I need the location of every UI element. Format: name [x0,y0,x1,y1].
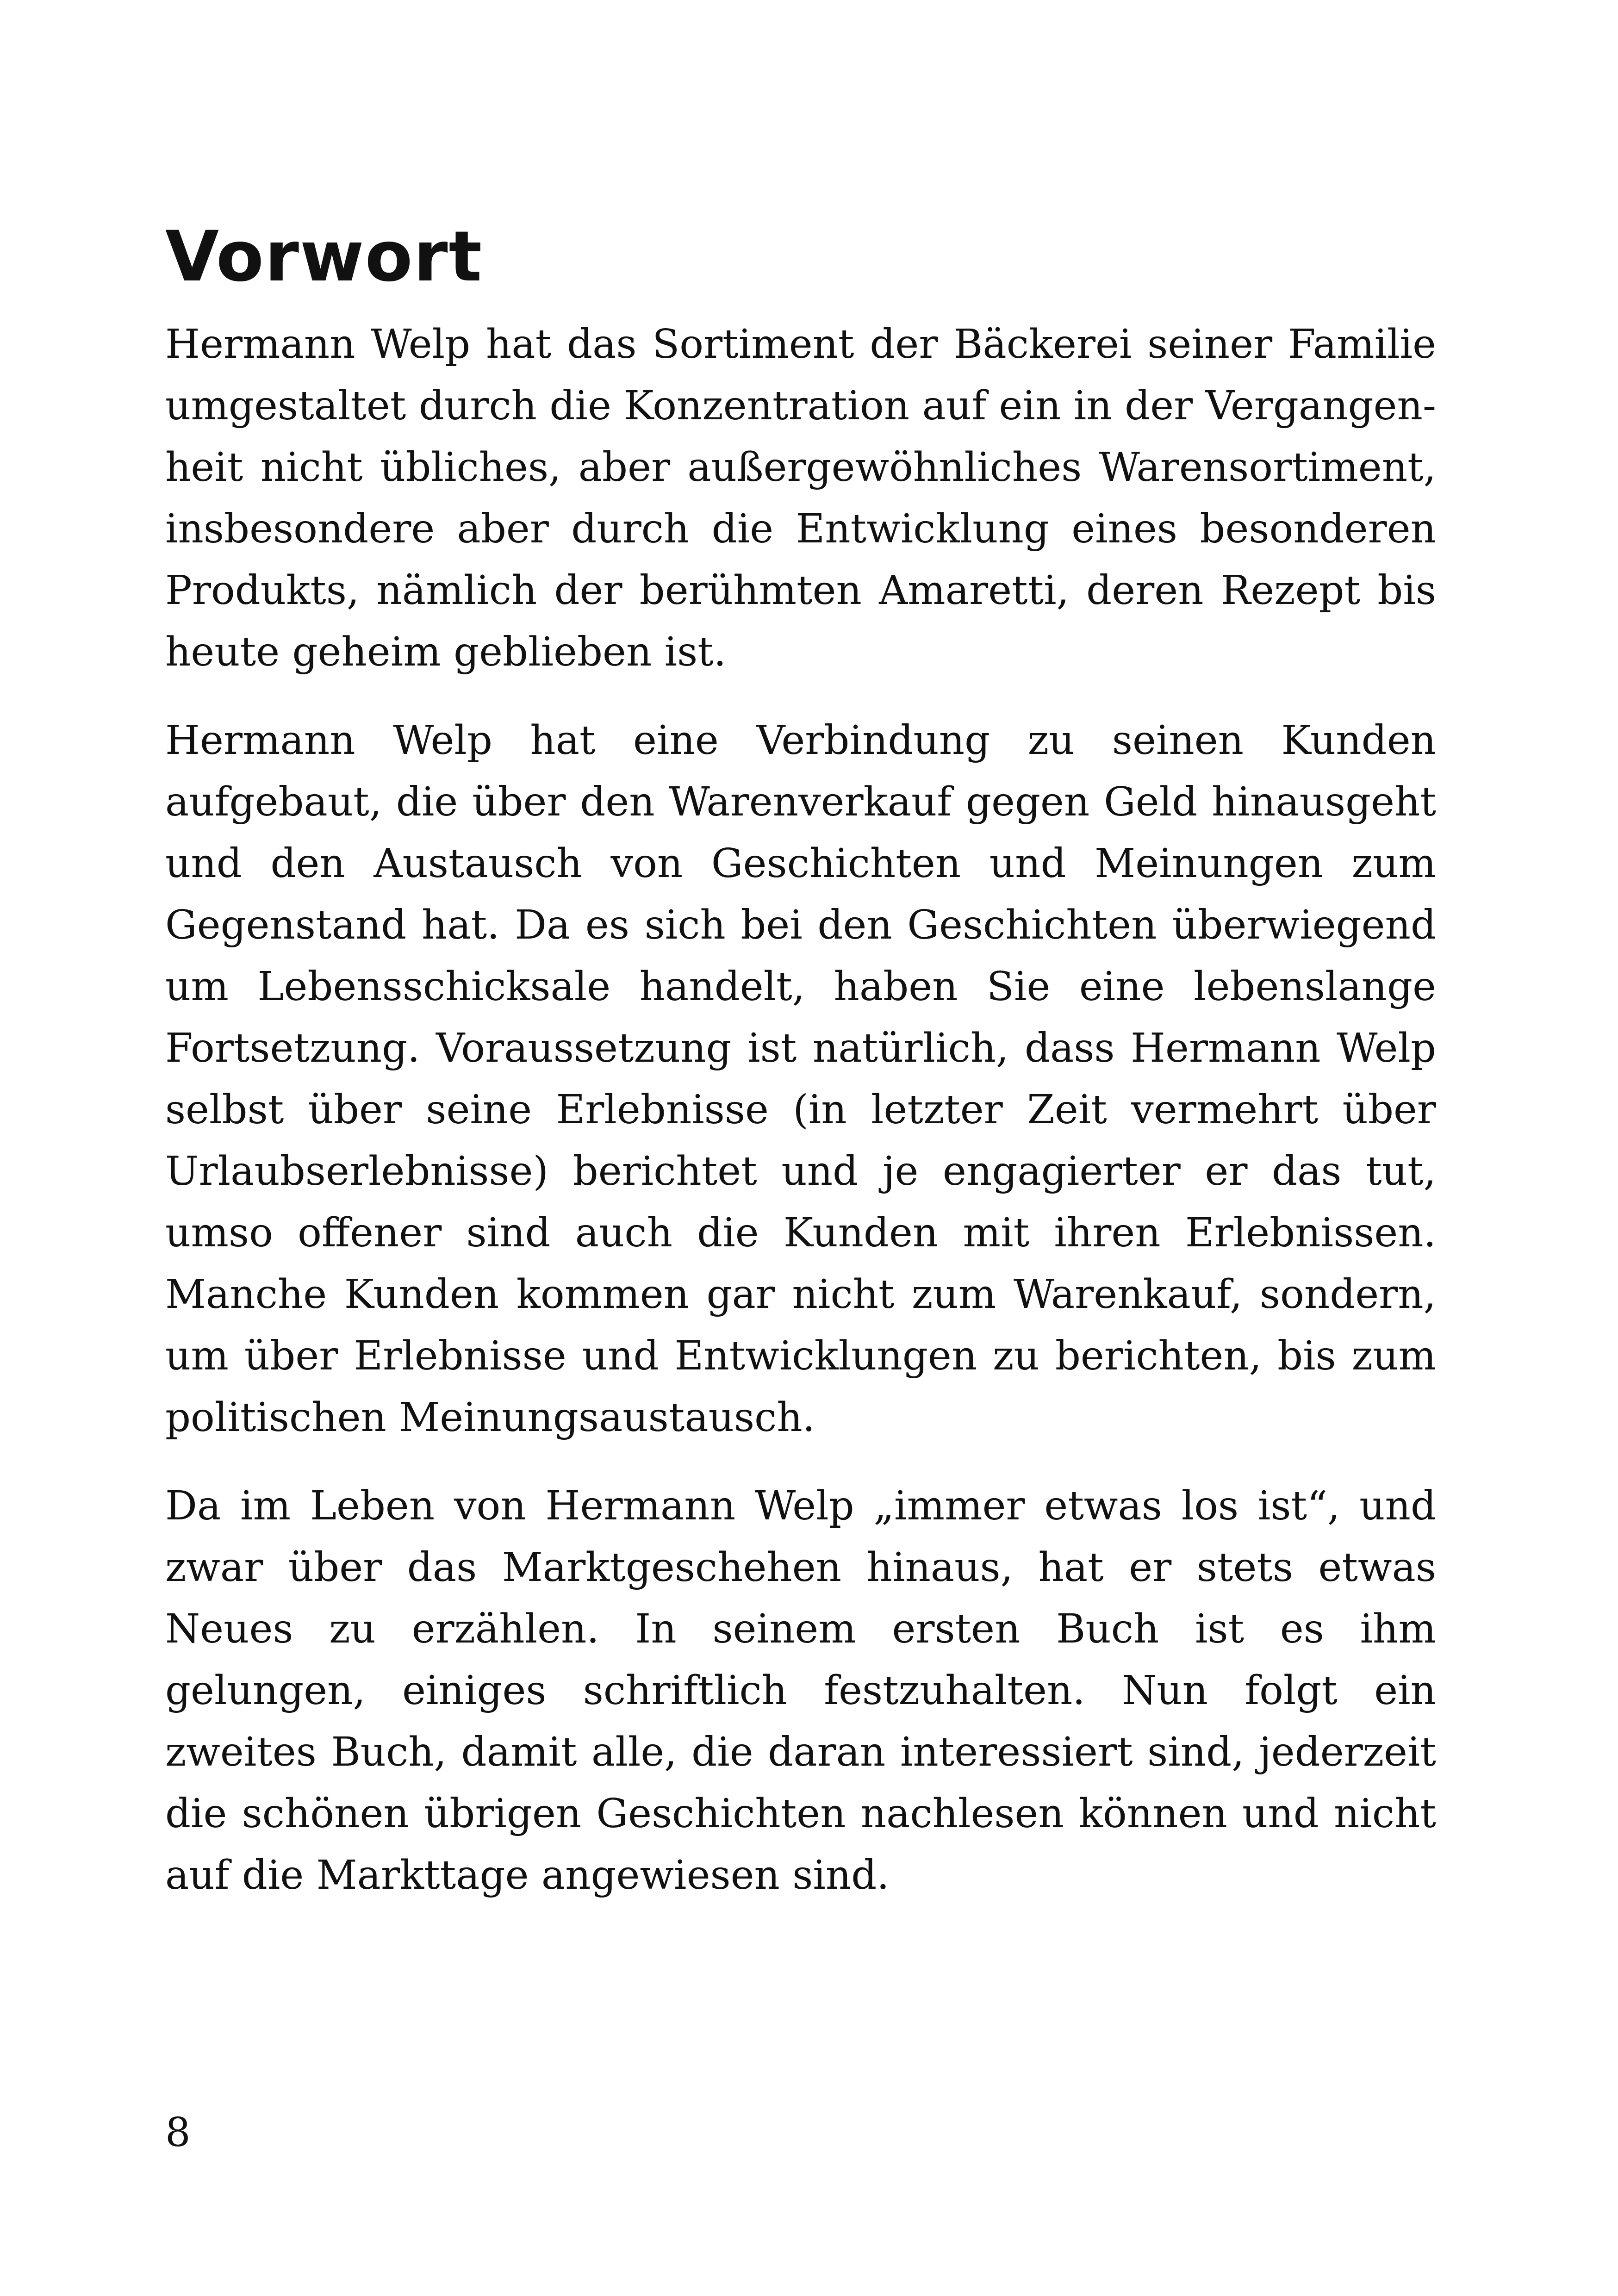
paragraph-3: Da im Leben von Hermann Welp „immer etwas los ist“, und zwar über das Marktgeschehen hinaus, hat er stets etwas Neues zu erzählen. In seinem ersten Buch ist es ihm gelungen, einiges schriftlich festzuhalten. Nun folgt ein zweites Buch, damit alle, die daran interessiert sind, jederzeit die schönen übrigen Geschichten nachlesen können und nicht auf die Markttage angewiesen sind. [165,1483,1436,1898]
paragraph-1: Hermann Welp hat das Sortiment der Bäckerei seiner Familie umgestaltet durch die Konzentration auf ein in der Vergangenheit nicht übliches, aber außergewöhnliches Warensortiment, insbesondere aber durch die Entwicklung eines besonderen Produkts, nämlich der berühmten Amaretti, deren Rezept bis heute geheim geblieben ist. [165,321,1436,675]
page-content [165,217,1436,1933]
chapter-heading: Vorwort [165,217,483,297]
page-number: 8 [165,2109,191,2156]
paragraph-2: Hermann Welp hat eine Verbindung zu seinen Kunden aufgebaut, die über den Warenverkauf gegen Geld hinausgeht und den Austausch von Geschichten und Meinungen zum Gegenstand hat. Da es sich bei den Geschichten überwiegend um Lebensschicksale handelt, haben Sie eine lebenslange Fortsetzung. Voraussetzung ist natürlich, dass Hermann Welp selbst über seine Erlebnisse (in letzter Zeit vermehrt über Urlaubserlebnisse) berichtet und je engagierter er das tut, umso offener sind auch die Kunden mit ihren Erlebnissen. Manche Kunden kommen gar nicht zum Warenkauf, sondern, um über Erlebnisse und Entwicklungen zu berichten, bis zum politischen Meinungsaustausch. [165,717,1436,1441]
